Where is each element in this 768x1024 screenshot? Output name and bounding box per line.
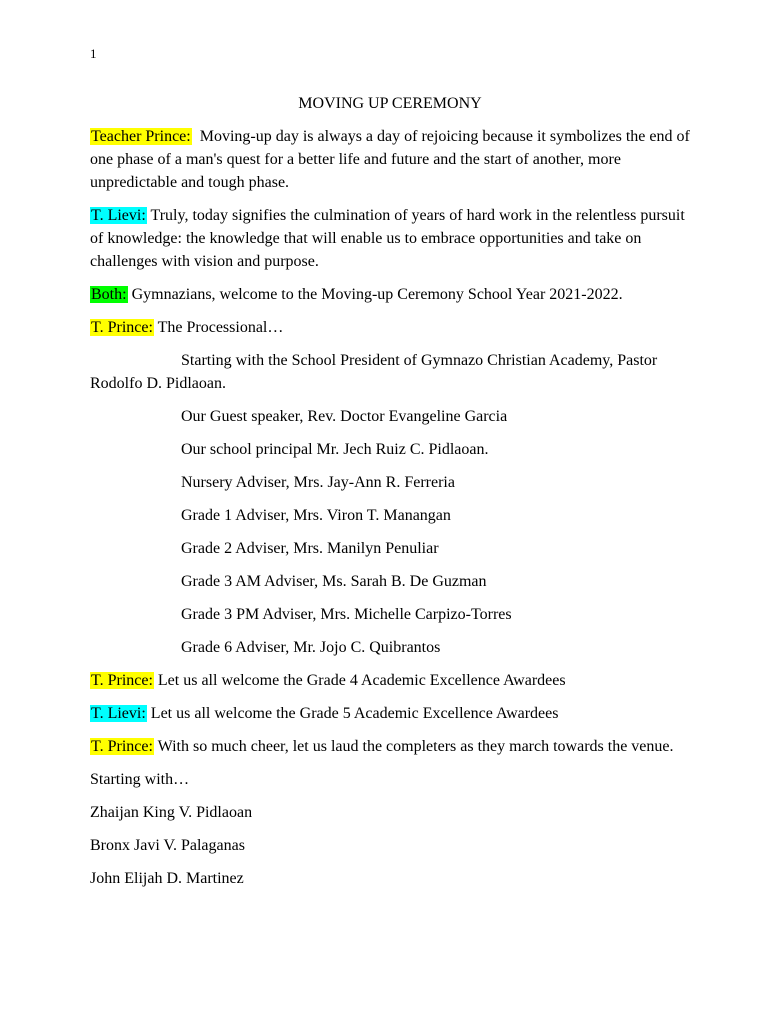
page-number: 1: [90, 46, 97, 61]
line-text: The Processional…: [153, 319, 284, 336]
line-text: Let us all welcome the Grade 4 Academic Excellence Awardees: [153, 672, 566, 689]
speaker-label: Both:: [91, 286, 127, 303]
completer-name: John Elijah D. Martinez: [90, 870, 244, 887]
speaker-label: T. Prince:: [91, 319, 153, 336]
script-line-t-prince-completers: [90, 735, 690, 758]
script-line-t-prince-processional: [90, 316, 690, 339]
speaker-label: T. Lievi:: [91, 207, 146, 224]
processional-item: Grade 1 Adviser, Mrs. Viron T. Manangan: [181, 507, 451, 524]
processional-item: Nursery Adviser, Mrs. Jay-Ann R. Ferreria: [181, 474, 455, 491]
line-text: Truly, today signifies the culmination of years of hard work in the relentless pursuit of knowledge: the knowledge that will enable us to embrace opportunities and take on challenges with vision and purpose.: [90, 207, 689, 270]
processional-item: Grade 3 PM Adviser, Mrs. Michelle Carpizo-Torres: [181, 606, 512, 623]
processional-item: Grade 6 Adviser, Mr. Jojo C. Quibrantos: [181, 639, 441, 656]
processional-intro: Starting with the School President of Gymnazo Christian Academy, Pastor Rodolfo D. Pidlaoan.: [90, 352, 658, 392]
line-text: Let us all welcome the Grade 5 Academic Excellence Awardees: [146, 705, 559, 722]
script-line-both: [90, 283, 690, 306]
script-line-t-lievi-grade5: [90, 702, 690, 725]
line-text: Gymnazians, welcome to the Moving-up Ceremony School Year 2021-2022.: [127, 286, 623, 303]
script-line-teacher-prince: [90, 125, 694, 194]
completer-name: Zhaijan King V. Pidlaoan: [90, 804, 253, 821]
processional-item: Our Guest speaker, Rev. Doctor Evangeline Garcia: [181, 408, 508, 425]
line-text: Moving-up day is always a day of rejoicing because it symbolizes the end of one phase of a man's quest for a better life and future and the start of another, more unpredictable and tough phase.: [90, 128, 694, 191]
document-title: MOVING UP CEREMONY: [298, 95, 482, 112]
processional-item: Our school principal Mr. Jech Ruiz C. Pidlaoan.: [181, 441, 489, 458]
line-text: With so much cheer, let us laud the completers as they march towards the venue.: [153, 738, 674, 755]
speaker-label: Teacher Prince:: [91, 128, 191, 145]
completer-name: Bronx Javi V. Palaganas: [90, 837, 245, 854]
speaker-label: T. Prince:: [91, 672, 153, 689]
script-line-t-prince-grade4: [90, 669, 690, 692]
document-body: [90, 92, 694, 900]
processional-item: Grade 3 AM Adviser, Ms. Sarah B. De Guzman: [181, 573, 487, 590]
speaker-label: T. Lievi:: [91, 705, 146, 722]
completers-intro: Starting with…: [90, 771, 190, 788]
speaker-label: T. Prince:: [91, 738, 153, 755]
script-line-t-lievi: [90, 204, 690, 273]
processional-item: Grade 2 Adviser, Mrs. Manilyn Penuliar: [181, 540, 439, 557]
